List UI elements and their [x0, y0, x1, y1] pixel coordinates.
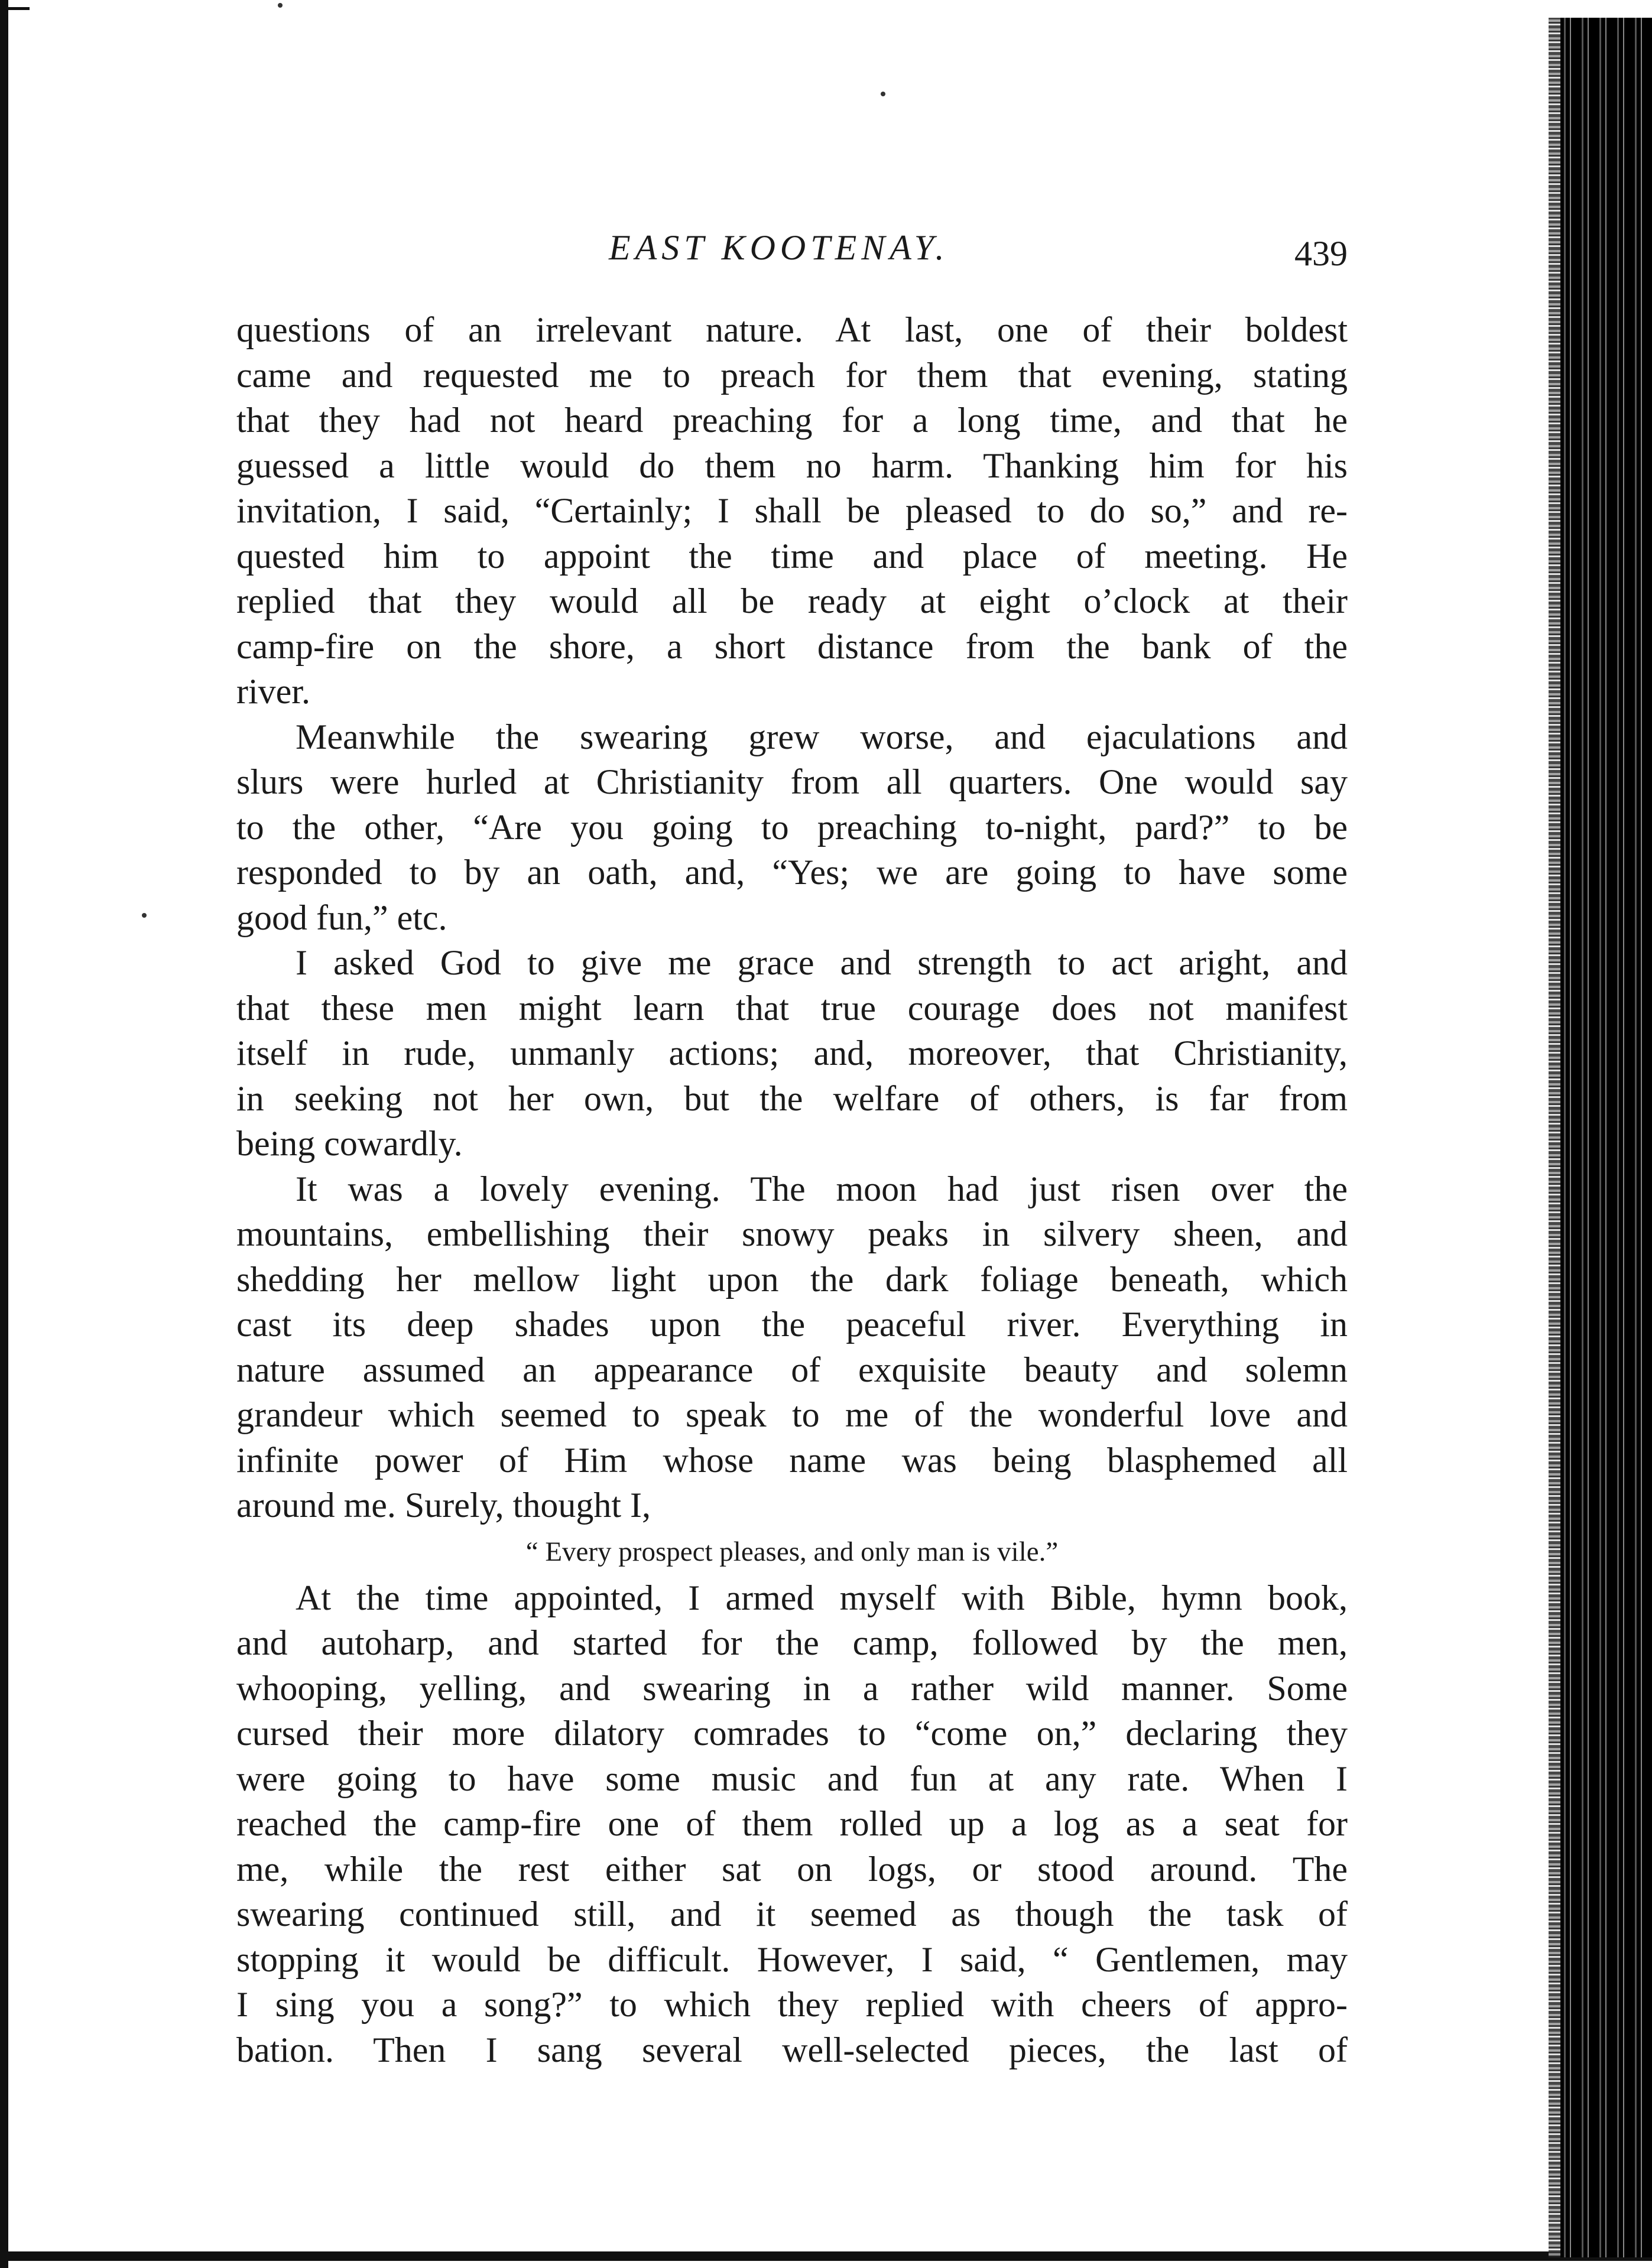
scan-speck [142, 913, 147, 918]
text-line: guessed a little would do them no harm. Thanking him for his [236, 446, 1348, 485]
text-line: shedding her mellow light upon the dark foliage beneath, which [236, 1259, 1348, 1299]
text-line: river. [236, 672, 310, 711]
text-line: stopping it would be difficult. However, I said, “ Gentlemen, may [236, 1939, 1348, 1979]
text-line: itself in rude, unmanly actions; and, moreover, that Christianity, [236, 1034, 1348, 1073]
text-line: invitation, I said, “Certainly; I shall be pleased to do so,” and re- [236, 491, 1348, 530]
text-line: to the other, “Are you going to preaching to-night, pard?” to be [236, 807, 1348, 847]
paragraph-start-line: I asked God to give me grace and strength to act aright, and [296, 943, 1348, 982]
text-line: mountains, embellishing their snowy peaks in silvery sheen, and [236, 1214, 1348, 1253]
paragraph-start-line: It was a lovely evening. The moon had just risen over the [296, 1169, 1348, 1208]
text-line: camp-fire on the shore, a short distance from the bank of the [236, 626, 1348, 666]
text-line: being cowardly. [236, 1124, 463, 1163]
text-line: came and requested me to preach for them that evening, stating [236, 355, 1348, 395]
text-line: around me. Surely, thought I, [236, 1486, 651, 1525]
text-line: were going to have some music and fun at any rate. When I [236, 1759, 1348, 1798]
text-line: questions of an irrelevant nature. At last, one of their boldest [236, 310, 1348, 349]
running-head [236, 228, 1348, 275]
text-line: and autoharp, and started for the camp, followed by the men, [236, 1623, 1348, 1662]
text-line: good fun,” etc. [236, 898, 447, 937]
scan-bottom-border [0, 2251, 1652, 2261]
text-line: infinite power of Him whose name was being blasphemed all [236, 1440, 1348, 1480]
text-line: slurs were hurled at Christianity from all quarters. One would say [236, 762, 1348, 801]
text-line: in seeking not her own, but the welfare of others, is far from [236, 1078, 1348, 1118]
scan-speck [278, 3, 283, 8]
text-line: grandeur which seemed to speak to me of the wonderful love and [236, 1395, 1348, 1434]
text-line: that they had not heard preaching for a long time, and that he [236, 401, 1348, 440]
text-line: me, while the rest either sat on logs, or stood around. The [236, 1849, 1348, 1889]
text-line: cursed their more dilatory comrades to “come on,” declaring they [236, 1714, 1348, 1753]
text-line: whooping, yelling, and swearing in a rather wild manner. Some [236, 1668, 1348, 1708]
scan-speck [881, 92, 885, 96]
running-head-title: EAST KOOTENAY. [609, 228, 949, 267]
text-line: reached the camp-fire one of them rolled up a log as a seat for [236, 1804, 1348, 1843]
scan-right-edge [1560, 18, 1652, 2257]
text-line: I sing you a song?” to which they replied with cheers of appro- [236, 1985, 1348, 2024]
text-line: responded to by an oath, and, “Yes; we are going to have some [236, 853, 1348, 892]
text-line: nature assumed an appearance of exquisite beauty and solemn [236, 1350, 1348, 1389]
text-line: swearing continued still, and it seemed as though the task of [236, 1895, 1348, 1934]
scan-left-border [0, 0, 8, 2268]
text-line: replied that they would all be ready at eight o’clock at their [236, 581, 1348, 620]
paragraph-start-line: Meanwhile the swearing grew worse, and ejaculations and [296, 717, 1348, 756]
page-number: 439 [1294, 234, 1348, 273]
page-body [236, 307, 1348, 2072]
scan-top-mark [0, 7, 30, 10]
verse-quotation: “ Every prospect pleases, and only man is vile.” [525, 1536, 1059, 1567]
text-line: quested him to appoint the time and place of meeting. He [236, 536, 1348, 576]
text-line: that these men might learn that true courage does not manifest [236, 988, 1348, 1028]
text-line: bation. Then I sang several well-selected pieces, the last of [236, 2030, 1348, 2069]
paragraph-start-line: At the time appointed, I armed myself with Bible, hymn book, [296, 1578, 1348, 1617]
text-line: cast its deep shades upon the peaceful river. Everything in [236, 1305, 1348, 1344]
